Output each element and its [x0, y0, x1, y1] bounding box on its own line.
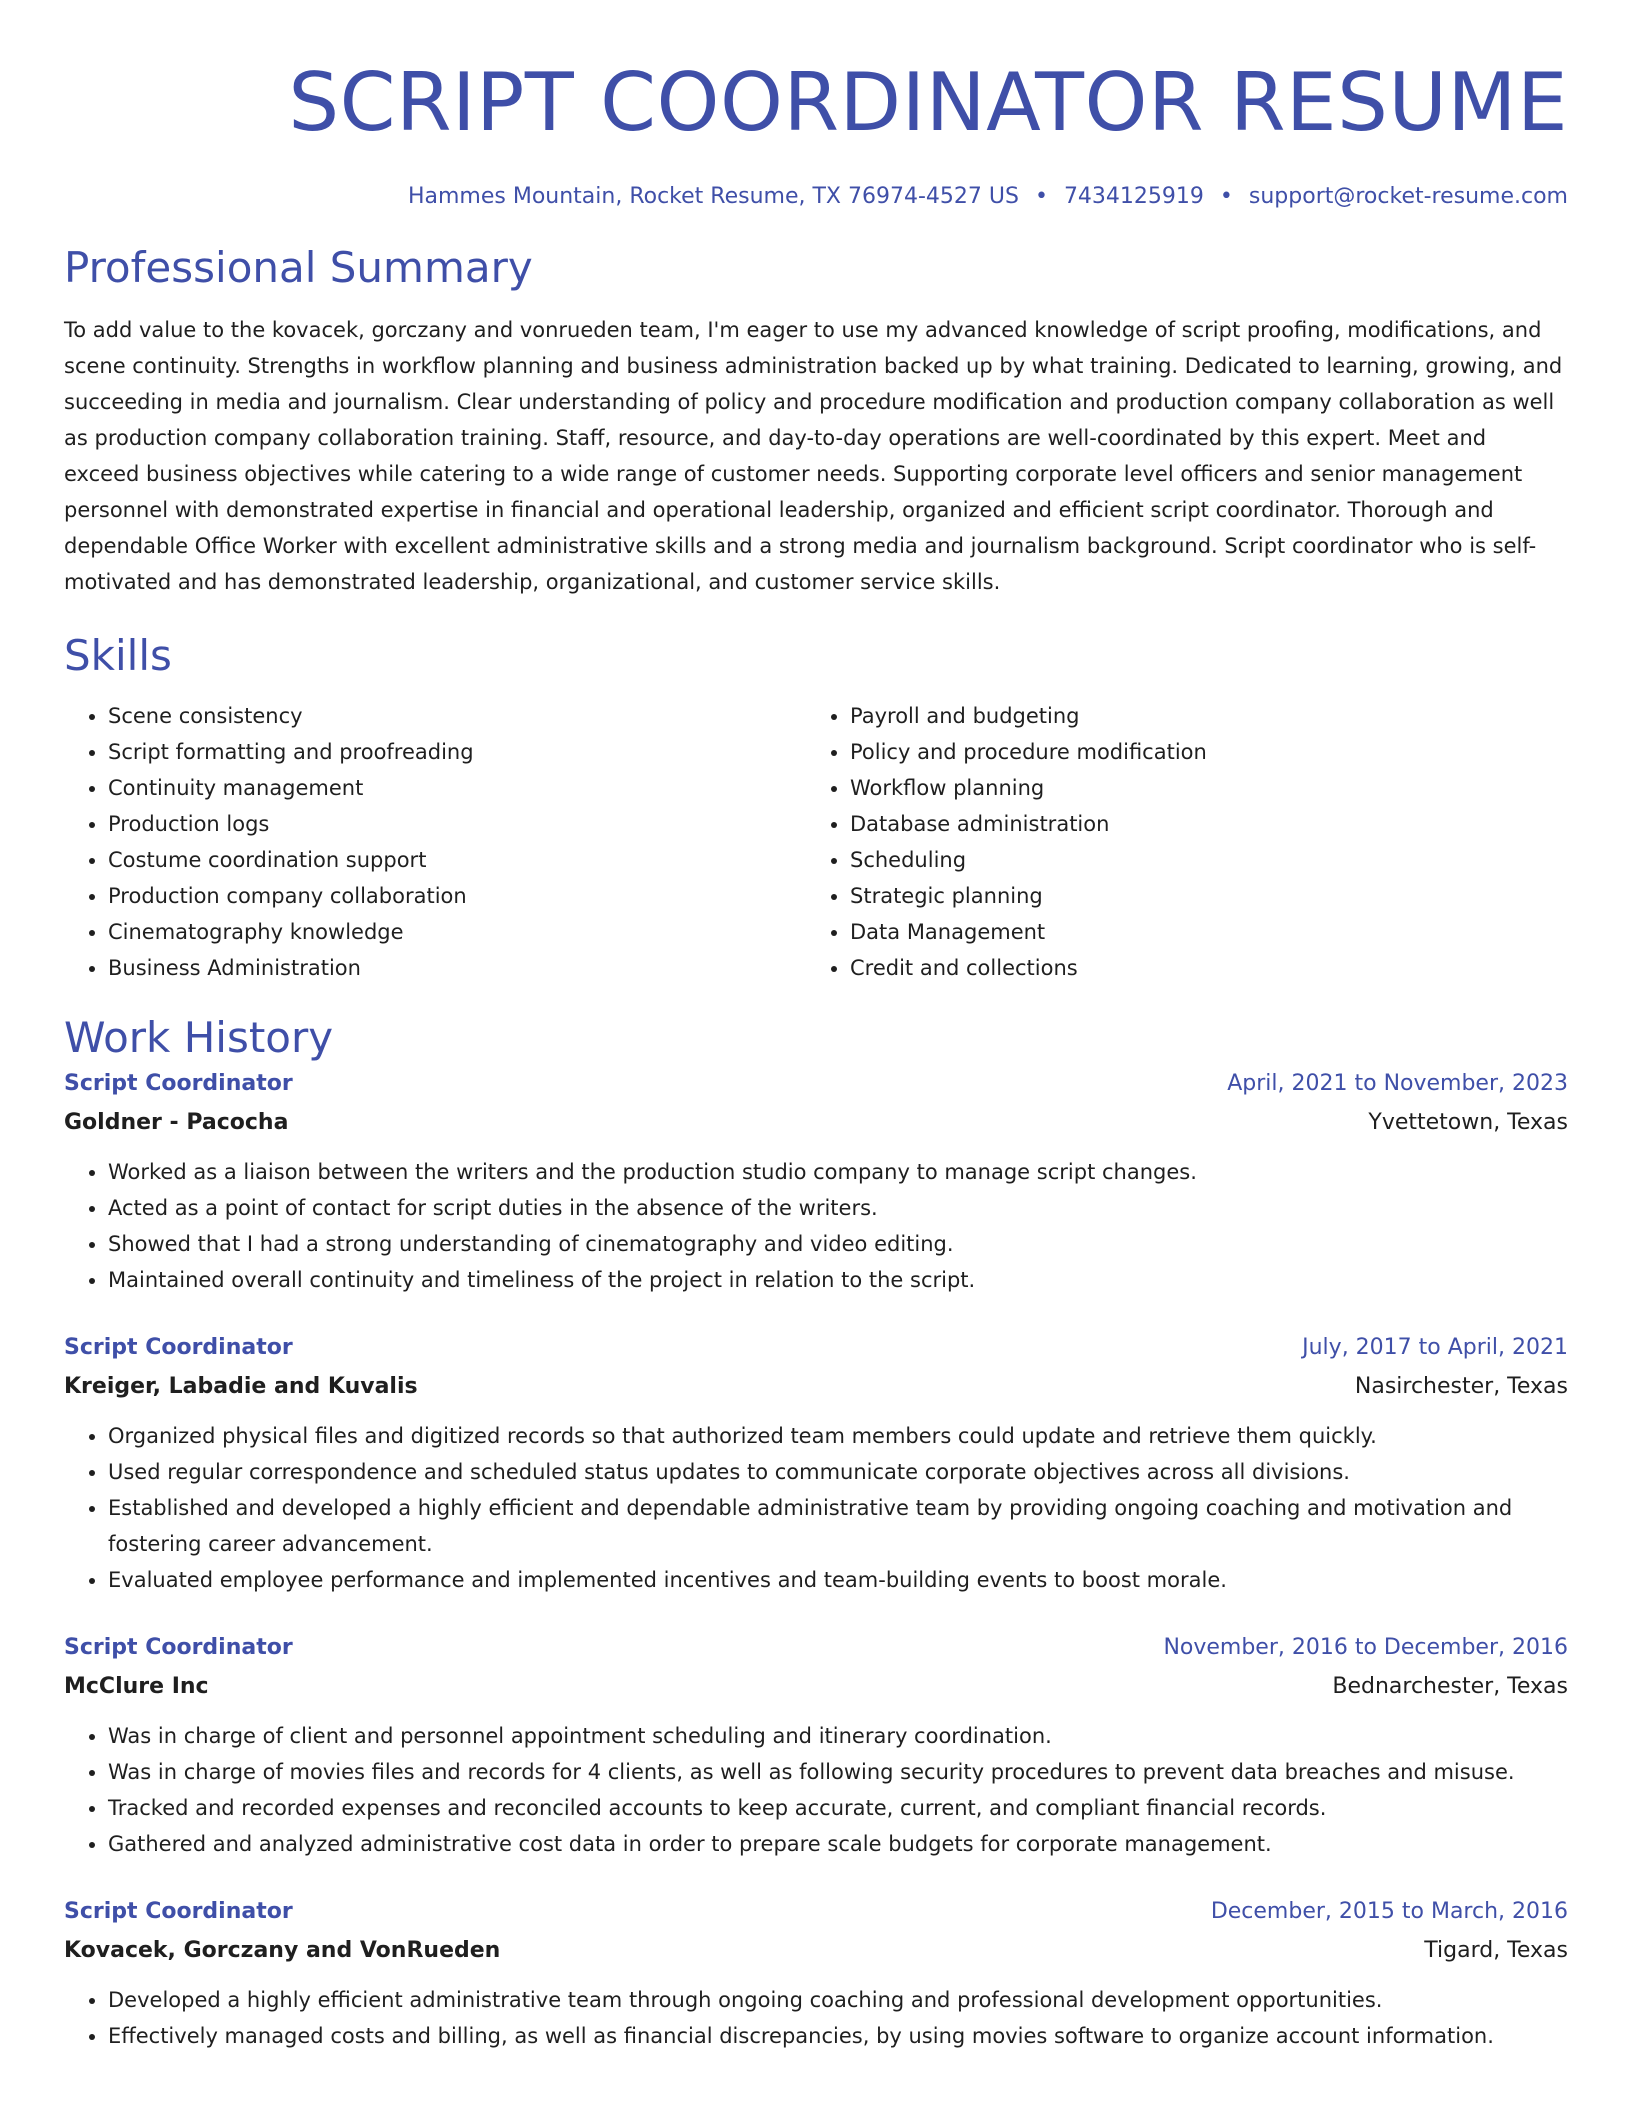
skill-item: • Production logs	[108, 806, 806, 842]
job-bullet: • Was in charge of movies files and records for 4 clients, as well as following security procedures to prevent data breaches and misuse.	[108, 1754, 1568, 1790]
job-entry	[64, 1892, 1568, 2054]
contact-phone: 7434125919	[1063, 184, 1204, 209]
contact-separator: •	[1034, 184, 1048, 209]
job-bullet: • Was in charge of client and personnel appointment scheduling and itinerary coordination.	[108, 1718, 1568, 1754]
contact-line	[64, 182, 1568, 212]
job-entry	[64, 1328, 1568, 1598]
job-bullet: • Worked as a liaison between the writers and the production studio company to manage script changes.	[108, 1154, 1568, 1190]
skill-item: • Cinematography knowledge	[108, 914, 806, 950]
contact-address: Hammes Mountain, Rocket Resume, TX 76974-4527 US	[407, 184, 1019, 209]
job-bullets	[64, 1982, 1568, 2054]
job-location: Bednarchester, Texas	[1332, 1674, 1568, 1699]
job-bullet: • Established and developed a highly efficient and dependable administrative team by providing ongoing coaching and motivation and fostering career advancement.	[108, 1490, 1568, 1562]
skill-item: • Production company collaboration	[108, 878, 806, 914]
skill-item: • Strategic planning	[850, 878, 1548, 914]
job-title: Script Coordinator	[64, 1071, 293, 1096]
skill-item: • Script formatting and proofreading	[108, 734, 806, 770]
job-bullets	[64, 1718, 1568, 1862]
job-dates: December, 2015 to March, 2016	[1210, 1899, 1568, 1924]
skill-item: • Data Management	[850, 914, 1548, 950]
skill-item: • Policy and procedure modification	[850, 734, 1548, 770]
work-history-heading: Work History	[64, 1013, 334, 1062]
skills-grid	[64, 698, 1568, 986]
job-header	[64, 1064, 1568, 1104]
contact-email: support@rocket-resume.com	[1248, 184, 1568, 209]
job-title: Script Coordinator	[64, 1899, 293, 1924]
job-company: Goldner - Pacocha	[64, 1110, 289, 1135]
skill-item: • Costume coordination support	[108, 842, 806, 878]
contact-separator: •	[1219, 184, 1233, 209]
job-location: Yvettetown, Texas	[1368, 1110, 1568, 1135]
job-company: Kreiger, Labadie and Kuvalis	[64, 1374, 418, 1399]
job-subheader	[64, 1668, 1568, 1706]
skill-item: • Database administration	[850, 806, 1548, 842]
skill-item: • Continuity management	[108, 770, 806, 806]
summary-heading: Professional Summary	[64, 243, 533, 292]
job-bullet: • Organized physical files and digitized records so that authorized team members could update and retrieve them quickly.	[108, 1418, 1568, 1454]
job-bullet: • Effectively managed costs and billing, as well as financial discrepancies, by using movies software to organize account information.	[108, 2018, 1568, 2054]
resume-title: SCRIPT COORDINATOR RESUME	[288, 56, 1568, 149]
skills-list-right	[806, 698, 1548, 986]
job-dates: April, 2021 to November, 2023	[1227, 1071, 1568, 1096]
job-bullets	[64, 1154, 1568, 1298]
skill-item: • Workflow planning	[850, 770, 1548, 806]
job-header	[64, 1628, 1568, 1668]
job-company: Kovacek, Gorczany and VonRueden	[64, 1938, 501, 1963]
job-bullets	[64, 1418, 1568, 1598]
job-title: Script Coordinator	[64, 1335, 293, 1360]
job-bullet: • Evaluated employee performance and implemented incentives and team-building events to boost morale.	[108, 1562, 1568, 1598]
skill-item: • Scheduling	[850, 842, 1548, 878]
job-dates: July, 2017 to April, 2021	[1302, 1335, 1568, 1360]
skill-item: • Business Administration	[108, 950, 806, 986]
job-bullet: • Acted as a point of contact for script duties in the absence of the writers.	[108, 1190, 1568, 1226]
skills-list-left	[64, 698, 806, 986]
skill-item: • Payroll and budgeting	[850, 698, 1548, 734]
job-subheader	[64, 1104, 1568, 1142]
job-bullet: • Developed a highly efficient administrative team through ongoing coaching and professional development opportunities.	[108, 1982, 1568, 2018]
job-bullet: • Showed that I had a strong understanding of cinematography and video editing.	[108, 1226, 1568, 1262]
skills-heading: Skills	[64, 631, 172, 680]
skill-item: • Scene consistency	[108, 698, 806, 734]
job-dates: November, 2016 to December, 2016	[1163, 1635, 1568, 1660]
job-title: Script Coordinator	[64, 1635, 293, 1660]
skill-item: • Credit and collections	[850, 950, 1548, 986]
job-entry	[64, 1628, 1568, 1862]
job-subheader	[64, 1932, 1568, 1970]
job-header	[64, 1328, 1568, 1368]
job-bullet: • Tracked and recorded expenses and reconciled accounts to keep accurate, current, and compliant financial records.	[108, 1790, 1568, 1826]
job-bullet: • Used regular correspondence and scheduled status updates to communicate corporate objectives across all divisions.	[108, 1454, 1568, 1490]
summary-text: To add value to the kovacek, gorczany and vonrueden team, I'm eager to use my advanced knowledge of script proofing, modifications, and scene continuity. Strengths in workflow planning and business administration backed up by what training. Dedicated to learning, growing, and succeeding in media and journalism. Clear understanding of policy and procedure modification and production company collaboration as well as production company collaboration training. Staff, resource, and day-to-day operations are well-coordinated by this expert. Meet and exceed business objectives while catering to a wide range of customer needs. Supporting corporate level officers and senior management personnel with demonstrated expertise in financial and operational leadership, organized and efficient script coordinator. Thorough and dependable Office Worker with excellent administrative skills and a strong media and journalism background. Script coordinator who is self-motivated and has demonstrated leadership, organizational, and customer service skills.	[64, 318, 1563, 594]
job-header	[64, 1892, 1568, 1932]
job-company: McClure Inc	[64, 1674, 209, 1699]
job-bullet: • Gathered and analyzed administrative cost data in order to prepare scale budgets for corporate management.	[108, 1826, 1568, 1862]
job-entry	[64, 1064, 1568, 1298]
job-bullet: • Maintained overall continuity and timeliness of the project in relation to the script.	[108, 1262, 1568, 1298]
job-location: Nasirchester, Texas	[1354, 1374, 1568, 1399]
job-subheader	[64, 1368, 1568, 1406]
job-location: Tigard, Texas	[1424, 1938, 1568, 1963]
